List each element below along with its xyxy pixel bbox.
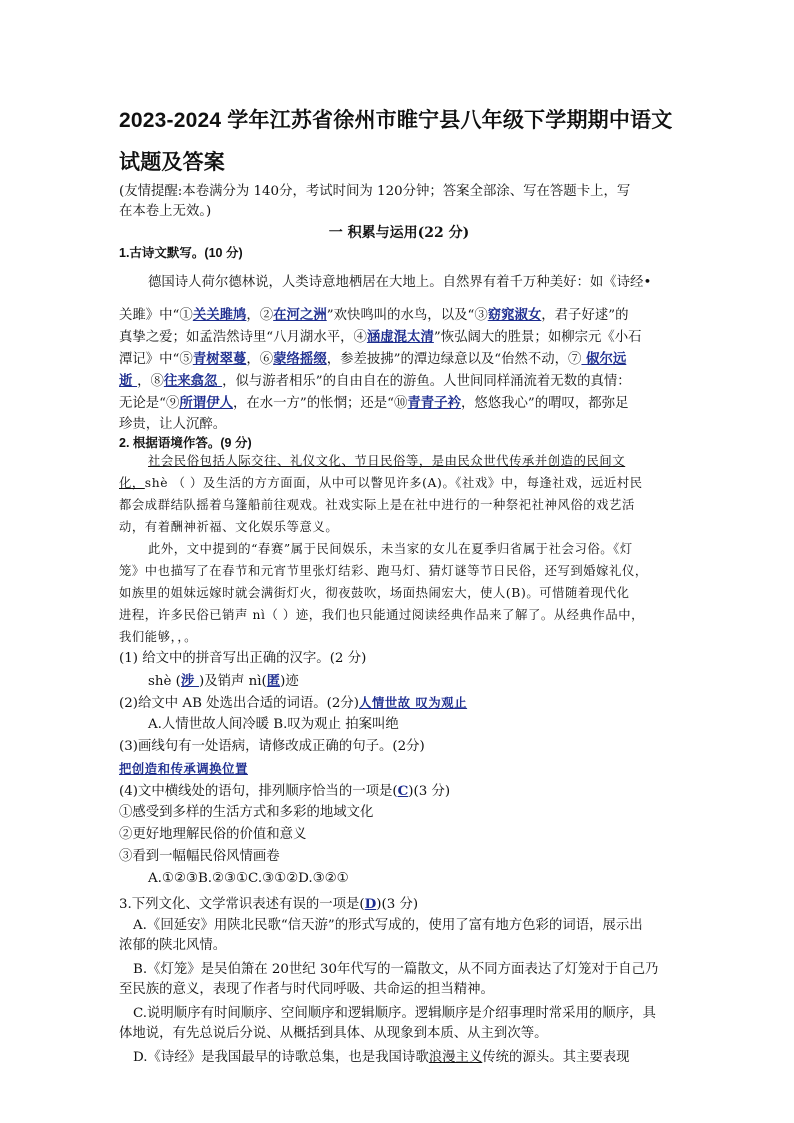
q2-sub3: (3)画线句有一处语病，请修改成正确的句子。(2分) bbox=[119, 739, 425, 754]
passage-line bbox=[119, 474, 679, 492]
answer-sub3: 把创造和传承调换位置 bbox=[119, 761, 248, 776]
q1-para-line bbox=[119, 372, 679, 391]
q2-sub4-item: ②更好地理解民俗的价值和意义 bbox=[119, 827, 307, 842]
text: (4)文中横线处的语句，排列顺序恰当的一项是( bbox=[119, 784, 398, 799]
q1-para-line bbox=[119, 328, 679, 347]
text: ，⑧ bbox=[137, 374, 164, 389]
underlined-term: 浪漫主义 bbox=[428, 1050, 483, 1065]
answer-3: 窈窕淑女 bbox=[487, 307, 542, 323]
q2-sub4-item: ③看到一幅幅民俗风情画卷 bbox=[119, 849, 280, 864]
q3-option-line: 体地说，有先总说后分说、从概括到具体、从现象到本质、从主到次等。 bbox=[119, 1026, 548, 1041]
text: shè ( bbox=[148, 674, 181, 689]
text: ，君子好逑”的 bbox=[541, 308, 629, 323]
text: 3.下列文化、文学常识表述有误的一项是( bbox=[119, 897, 365, 912]
q2-sub4 bbox=[119, 782, 679, 801]
answer-she: 涉 bbox=[180, 673, 199, 689]
text: ”欢快鸣叫的水鸟，以及“③ bbox=[326, 308, 488, 323]
q3-option-line: B.《灯笼》是吴伯箫在 20世纪 30年代写的一篇散文，从不同方面表达了灯笼对于自己乃 bbox=[133, 962, 659, 977]
text: ，② bbox=[246, 308, 274, 323]
q2-sub2-options: A.人情世故人间冷暖 B.叹为观止 拍案叫绝 bbox=[148, 717, 399, 732]
answer-9: 所谓伊人 bbox=[179, 395, 233, 411]
passage-underline: 化， bbox=[119, 476, 145, 490]
q2-sub1: (1) 给文中的拼音写出正确的汉字。(2 分) bbox=[119, 651, 367, 666]
text: 潭记》中“⑤ bbox=[119, 352, 193, 367]
answer-5: 青树翠蔓 bbox=[192, 351, 247, 367]
q3-option-line: A.《回延安》用陕北民歌“信天游”的形式写成的，使用了富有地方色彩的词语，展示出 bbox=[133, 918, 643, 933]
answer-6: 蒙络摇缀 bbox=[273, 351, 327, 367]
answer-7: 俶尔远 bbox=[581, 351, 627, 367]
text: ，⑥ bbox=[246, 352, 274, 367]
passage-line: 此外，文中提到的“春赛”属于民间娱乐，未当家的女儿在夏季归省属于社会习俗。《灯 bbox=[148, 542, 633, 556]
q2-sub2 bbox=[119, 694, 679, 713]
q3-heading bbox=[119, 895, 679, 914]
passage-line: 进程，许多民俗已销声 nì（ ）迹，我们也只能通过阅读经典作品来了解了。从经典作品中， bbox=[119, 608, 645, 622]
answer-q3: D bbox=[364, 896, 377, 912]
text: ”恢弘阔大的胜景；如柳宗元《小石 bbox=[433, 330, 642, 345]
doc-title-line1: 2023-2024 学年江苏省徐州市睢宁县八年级下学期期中语文 bbox=[119, 109, 673, 132]
text: )迹 bbox=[280, 674, 299, 689]
passage-line: 如族里的姐妹远嫁时就会满街灯火，彻夜鼓吹，场面热闹宏大，使人(B)。可惜随着现代化 bbox=[119, 586, 630, 600]
answer-8: 往来翕忽 bbox=[163, 373, 223, 389]
answer-1: 关关雎鸠 bbox=[192, 307, 247, 323]
answer-4: 涵虚混太清 bbox=[366, 329, 434, 345]
passage-line: 笼》中也描写了在春节和元宵节里张灯结彩、跑马灯、猜灯谜等节日民俗，还写到婚嫁礼仪， bbox=[119, 564, 648, 578]
q2-heading: 2. 根据语境作答。(9 分) bbox=[119, 436, 252, 450]
q3-option-line: 至民族的意义，表现了作者与时代同呼吸、共命运的担当精神。 bbox=[119, 982, 494, 997]
text: )(3 分) bbox=[408, 784, 451, 799]
q2-sub4-item: ①感受到多样的生活方式和多彩的地域文化 bbox=[119, 805, 374, 820]
text: 真挚之爱；如孟浩然诗里“八月湖水平，④ bbox=[119, 330, 367, 345]
text: D.《诗经》是我国最早的诗歌总集，也是我国诗歌 bbox=[133, 1050, 429, 1065]
q3-option-line: C.说明顺序有时间顺序、空间顺序和逻辑顺序。逻辑顺序是介绍事理时常采用的顺序，具 bbox=[133, 1006, 656, 1021]
passage-line: 社会民俗包括人际交往、礼仪文化、节日民俗等，是由民众世代传承并创造的民间文 bbox=[148, 454, 626, 468]
section-heading: 一 积累与运用(22 分) bbox=[328, 225, 470, 241]
notice-line2: 在本卷上无效。) bbox=[119, 204, 212, 219]
text: 无论是“⑨ bbox=[119, 396, 180, 411]
answer-sub4: C bbox=[397, 783, 409, 799]
q3-option-line: 浓郁的陕北风情。 bbox=[119, 938, 227, 953]
text: 传统的源头。其主要表现 bbox=[482, 1050, 630, 1065]
text: ，悠悠我心”的喟叹，都弥足 bbox=[460, 396, 629, 411]
q1-para-line: 德国诗人荷尔德林说，人类诗意地栖居在大地上。自然界有着千万种美好：如《诗经• bbox=[148, 275, 652, 290]
q3-option-line bbox=[133, 1049, 693, 1067]
text: ，参差披拂”的潭边绿意以及“佁然不动，⑦ bbox=[326, 352, 582, 367]
text: ，在水一方”的怅惘；还是“⑩ bbox=[232, 396, 408, 411]
answer-2: 在河之洲 bbox=[273, 307, 327, 323]
text: 关雎》中“① bbox=[119, 308, 193, 323]
q1-para-line: 珍贵，让人沉醉。 bbox=[119, 417, 227, 432]
text: )(3 分) bbox=[376, 897, 419, 912]
q2-sub1-answer bbox=[148, 672, 708, 691]
passage-line: 都会成群结队摇着乌篷船前往观戏。社戏实际上是在社中进行的一种祭祀社神风俗的戏艺活 bbox=[119, 498, 635, 512]
answer-7-cont: 逝 bbox=[119, 373, 138, 389]
doc-title-line2: 试题及答案 bbox=[119, 151, 225, 174]
q1-para-line bbox=[119, 394, 679, 413]
q2-sub4-options: A.①②③B.②③①C.③①②D.③②① bbox=[148, 871, 349, 886]
text: (2)给文中 AB 处选出合适的词语。(2分) bbox=[119, 696, 360, 711]
notice-line1: (友情提醒:本卷满分为 140分，考试时间为 120分钟；答案全部涂、写在答题卡上，写 bbox=[119, 184, 631, 199]
text: )及销声 nì( bbox=[198, 674, 267, 689]
q1-para-line bbox=[119, 306, 679, 325]
answer-ab: 人情世故 叹为观止 bbox=[359, 695, 468, 710]
q1-heading: 1.古诗文默写。(10 分) bbox=[119, 246, 243, 260]
passage-line: 动，有着酬神祈福、文化娱乐等意义。 bbox=[119, 520, 339, 534]
answer-ni: 匿 bbox=[266, 673, 281, 689]
answer-10: 青青子衿 bbox=[407, 395, 461, 411]
passage-text: shè （ ）及生活的方方面面，从中可以瞥见许多(A)。《社戏》中，每逢社戏，远近村民 bbox=[144, 476, 643, 490]
passage-line: 我们能够，，。 bbox=[119, 630, 197, 644]
q1-para-line bbox=[119, 350, 679, 369]
text: ，似与游者相乐”的自由自在的游鱼。人世间同样涌流着无数的真情： bbox=[222, 374, 631, 389]
